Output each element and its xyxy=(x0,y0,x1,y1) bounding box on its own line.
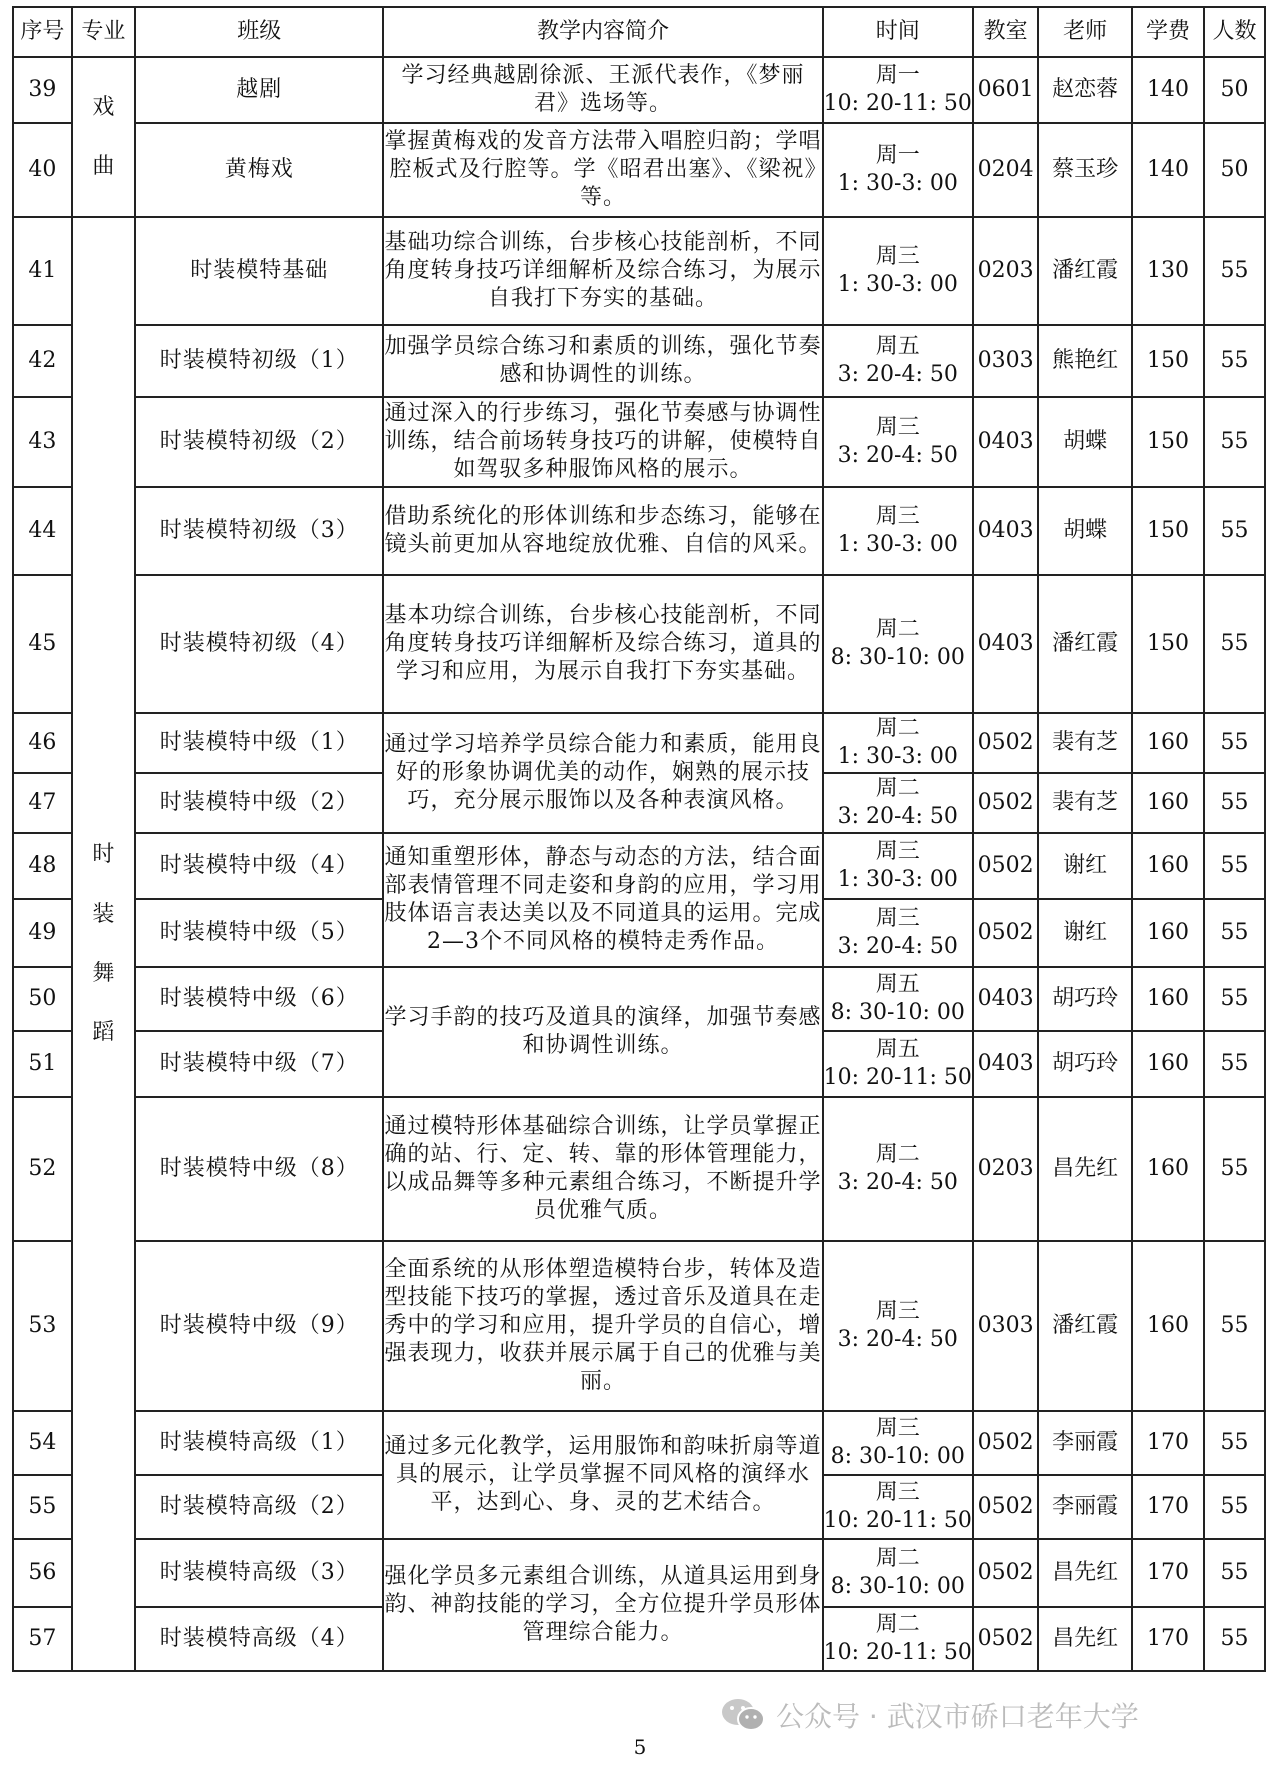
row-teacher: 裴有芝 xyxy=(1038,713,1132,773)
row-time xyxy=(823,123,973,217)
watermark xyxy=(720,1693,1139,1737)
row-day: 周二 xyxy=(875,1141,920,1167)
row-no: 53 xyxy=(13,1241,72,1411)
row-no: 47 xyxy=(13,773,72,833)
row-count: 55 xyxy=(1204,1411,1265,1475)
row-day: 周三 xyxy=(875,838,920,864)
row-day: 周二 xyxy=(875,616,920,642)
row-count: 55 xyxy=(1204,713,1265,773)
row-time xyxy=(823,1241,973,1411)
row-teacher: 潘红霞 xyxy=(1038,1241,1132,1411)
row-teacher: 熊艳红 xyxy=(1038,325,1132,397)
major-opera xyxy=(72,57,135,217)
row-fee: 160 xyxy=(1132,899,1204,967)
row-class: 时装模特高级（3） xyxy=(135,1539,383,1607)
row-teacher: 潘红霞 xyxy=(1038,575,1132,713)
row-no: 39 xyxy=(13,57,72,123)
row-time xyxy=(823,773,973,833)
row-count: 55 xyxy=(1204,487,1265,575)
row-hours: 8: 30-10: 00 xyxy=(830,1574,965,1599)
row-room: 0502 xyxy=(973,833,1038,899)
header-row xyxy=(13,7,1265,57)
header-no: 序号 xyxy=(13,7,72,57)
header-time: 时间 xyxy=(823,7,973,57)
row-count: 55 xyxy=(1204,217,1265,325)
row-no: 45 xyxy=(13,575,72,713)
row-time xyxy=(823,325,973,397)
major-char: 戏 xyxy=(92,94,115,120)
row-no: 42 xyxy=(13,325,72,397)
row-no: 55 xyxy=(13,1475,72,1539)
row-room: 0502 xyxy=(973,1607,1038,1671)
header-class: 班级 xyxy=(135,7,383,57)
row-no: 57 xyxy=(13,1607,72,1671)
row-fee: 160 xyxy=(1132,1031,1204,1097)
row-class: 时装模特基础 xyxy=(135,217,383,325)
row-day: 周三 xyxy=(875,905,920,931)
row-intro: 全面系统的从形体塑造模特台步，转体及造型技能下技巧的掌握，透过音乐及道具在走秀中的学习和应用，提升学员的自信心，增强表现力，收获并展示属于自己的优雅与美丽。 xyxy=(383,1241,822,1411)
major-char: 蹈 xyxy=(92,1020,115,1046)
row-fee: 150 xyxy=(1132,575,1204,713)
row-count: 55 xyxy=(1204,397,1265,487)
header-count: 人数 xyxy=(1204,7,1265,57)
row-count: 50 xyxy=(1204,57,1265,123)
header-room: 教室 xyxy=(973,7,1038,57)
row-count: 55 xyxy=(1204,967,1265,1031)
table-row xyxy=(13,487,1265,575)
row-no: 41 xyxy=(13,217,72,325)
table-row xyxy=(13,123,1265,217)
row-room: 0502 xyxy=(973,713,1038,773)
row-teacher: 蔡玉珍 xyxy=(1038,123,1132,217)
major-char: 时 xyxy=(92,842,115,868)
table-row xyxy=(13,1241,1265,1411)
row-teacher: 谢红 xyxy=(1038,833,1132,899)
row-day: 周三 xyxy=(875,1298,920,1324)
row-class: 黄梅戏 xyxy=(135,123,383,217)
row-hours: 1: 30-3: 00 xyxy=(837,744,958,769)
row-class: 时装模特中级（1） xyxy=(135,713,383,773)
row-count: 55 xyxy=(1204,1031,1265,1097)
row-fee: 150 xyxy=(1132,397,1204,487)
row-intro: 借助系统化的形体训练和步态练习，能够在镜头前更加从容地绽放优雅、自信的风采。 xyxy=(383,487,822,575)
row-hours: 3: 20-4: 50 xyxy=(837,804,958,829)
row-time xyxy=(823,967,973,1031)
row-room: 0303 xyxy=(973,325,1038,397)
row-fee: 160 xyxy=(1132,713,1204,773)
row-fee: 170 xyxy=(1132,1475,1204,1539)
table-row xyxy=(13,397,1265,487)
major-char: 曲 xyxy=(92,154,115,179)
row-fee: 160 xyxy=(1132,1097,1204,1241)
row-fee: 140 xyxy=(1132,57,1204,123)
row-count: 55 xyxy=(1204,833,1265,899)
row-time xyxy=(823,1031,973,1097)
row-no: 48 xyxy=(13,833,72,899)
page-number: 5 xyxy=(633,1735,647,1759)
table-row xyxy=(13,1539,1265,1607)
row-teacher: 昌先红 xyxy=(1038,1539,1132,1607)
row-no: 56 xyxy=(13,1539,72,1607)
row-teacher: 谢红 xyxy=(1038,899,1132,967)
row-class: 时装模特中级（2） xyxy=(135,773,383,833)
header-teacher: 老师 xyxy=(1038,7,1132,57)
row-class: 时装模特初级（3） xyxy=(135,487,383,575)
row-hours: 1: 30-3: 00 xyxy=(837,272,958,297)
row-class: 时装模特中级（5） xyxy=(135,899,383,967)
major-modeling xyxy=(72,217,135,1671)
row-teacher: 昌先红 xyxy=(1038,1607,1132,1671)
row-intro: 通过多元化教学，运用服饰和韵味折扇等道具的展示，让学员掌握不同风格的演绎水平，达到心、身、灵的艺术结合。 xyxy=(383,1411,822,1539)
row-day: 周一 xyxy=(875,62,920,88)
row-teacher: 昌先红 xyxy=(1038,1097,1132,1241)
row-count: 55 xyxy=(1204,1241,1265,1411)
header-intro: 教学内容简介 xyxy=(383,7,822,57)
row-no: 50 xyxy=(13,967,72,1031)
row-time xyxy=(823,713,973,773)
header-fee: 学费 xyxy=(1132,7,1204,57)
major-char: 舞 xyxy=(92,961,115,986)
table-row xyxy=(13,217,1265,325)
row-day: 周二 xyxy=(875,1545,920,1571)
row-hours: 1: 30-3: 00 xyxy=(837,532,958,557)
row-time xyxy=(823,1607,973,1671)
row-fee: 150 xyxy=(1132,487,1204,575)
row-class: 时装模特中级（4） xyxy=(135,833,383,899)
row-count: 55 xyxy=(1204,325,1265,397)
row-day: 周二 xyxy=(875,1611,920,1637)
row-room: 0502 xyxy=(973,1475,1038,1539)
row-room: 0403 xyxy=(973,1031,1038,1097)
row-teacher: 胡巧玲 xyxy=(1038,967,1132,1031)
row-time xyxy=(823,1539,973,1607)
row-day: 周一 xyxy=(875,142,920,168)
row-intro: 基础功综合训练，台步核心技能剖析，不同角度转身技巧详细解析及综合练习，为展示自我打下夯实的基础。 xyxy=(383,217,822,325)
row-class: 时装模特高级（4） xyxy=(135,1607,383,1671)
row-room: 0403 xyxy=(973,575,1038,713)
row-hours: 3: 20-4: 50 xyxy=(837,1170,958,1195)
row-teacher: 胡蝶 xyxy=(1038,397,1132,487)
row-count: 55 xyxy=(1204,1097,1265,1241)
row-hours: 10: 20-11: 50 xyxy=(823,1640,972,1665)
row-day: 周三 xyxy=(875,1415,920,1441)
row-class: 越剧 xyxy=(135,57,383,123)
row-teacher: 李丽霞 xyxy=(1038,1475,1132,1539)
table-row xyxy=(13,713,1265,773)
row-hours: 1: 30-3: 00 xyxy=(837,867,958,892)
row-fee: 170 xyxy=(1132,1539,1204,1607)
row-fee: 170 xyxy=(1132,1607,1204,1671)
row-teacher: 赵恋蓉 xyxy=(1038,57,1132,123)
row-hours: 1: 30-3: 00 xyxy=(837,171,958,196)
row-intro: 加强学员综合练习和素质的训练，强化节奏感和协调性的训练。 xyxy=(383,325,822,397)
row-day: 周二 xyxy=(875,775,920,801)
table-row xyxy=(13,325,1265,397)
major-char: 装 xyxy=(92,901,115,927)
row-hours: 3: 20-4: 50 xyxy=(837,443,958,468)
row-no: 52 xyxy=(13,1097,72,1241)
row-class: 时装模特中级（9） xyxy=(135,1241,383,1411)
row-hours: 3: 20-4: 50 xyxy=(837,934,958,959)
table-row xyxy=(13,833,1265,899)
table-row xyxy=(13,57,1265,123)
row-time xyxy=(823,1411,973,1475)
row-room: 0502 xyxy=(973,1539,1038,1607)
table-row xyxy=(13,575,1265,713)
row-room: 0403 xyxy=(973,487,1038,575)
row-count: 55 xyxy=(1204,1539,1265,1607)
row-count: 55 xyxy=(1204,1607,1265,1671)
row-fee: 140 xyxy=(1132,123,1204,217)
row-no: 43 xyxy=(13,397,72,487)
row-class: 时装模特中级（6） xyxy=(135,967,383,1031)
row-intro: 学习手韵的技巧及道具的演绎，加强节奏感和协调性训练。 xyxy=(383,967,822,1097)
row-room: 0203 xyxy=(973,1097,1038,1241)
row-count: 55 xyxy=(1204,575,1265,713)
row-no: 54 xyxy=(13,1411,72,1475)
row-time xyxy=(823,1475,973,1539)
row-class: 时装模特初级（2） xyxy=(135,397,383,487)
row-no: 44 xyxy=(13,487,72,575)
row-room: 0204 xyxy=(973,123,1038,217)
row-time xyxy=(823,899,973,967)
row-time xyxy=(823,833,973,899)
row-fee: 170 xyxy=(1132,1411,1204,1475)
row-intro: 基本功综合训练，台步核心技能剖析，不同角度转身技巧详细解析及综合练习，道具的学习和应用，为展示自我打下夯实基础。 xyxy=(383,575,822,713)
row-count: 55 xyxy=(1204,899,1265,967)
row-teacher: 裴有芝 xyxy=(1038,773,1132,833)
row-intro: 通知重塑形体，静态与动态的方法，结合面部表情管理不同走姿和身韵的应用，学习用肢体语言表达美以及不同道具的运用。完成2—3个不同风格的模特走秀作品。 xyxy=(383,833,822,967)
row-room: 0601 xyxy=(973,57,1038,123)
row-time xyxy=(823,397,973,487)
row-hours: 10: 20-11: 50 xyxy=(823,1065,972,1090)
row-day: 周二 xyxy=(875,715,920,741)
row-fee: 160 xyxy=(1132,833,1204,899)
row-hours: 10: 20-11: 50 xyxy=(823,91,972,116)
row-no: 51 xyxy=(13,1031,72,1097)
table-row xyxy=(13,1411,1265,1475)
row-time xyxy=(823,487,973,575)
row-class: 时装模特中级（8） xyxy=(135,1097,383,1241)
row-class: 时装模特高级（2） xyxy=(135,1475,383,1539)
row-count: 55 xyxy=(1204,1475,1265,1539)
row-room: 0303 xyxy=(973,1241,1038,1411)
row-time xyxy=(823,217,973,325)
header-major: 专业 xyxy=(72,7,135,57)
row-room: 0403 xyxy=(973,967,1038,1031)
row-time xyxy=(823,1097,973,1241)
row-hours: 10: 20-11: 50 xyxy=(823,1508,972,1533)
row-count: 50 xyxy=(1204,123,1265,217)
row-no: 46 xyxy=(13,713,72,773)
row-class: 时装模特高级（1） xyxy=(135,1411,383,1475)
row-intro: 掌握黄梅戏的发音方法带入唱腔归韵；学唱腔板式及行腔等。学《昭君出塞》、《梁祝》等。 xyxy=(383,123,822,217)
row-fee: 160 xyxy=(1132,967,1204,1031)
row-day: 周三 xyxy=(875,1479,920,1505)
row-day: 周五 xyxy=(875,333,920,359)
row-day: 周三 xyxy=(875,243,920,269)
row-day: 周五 xyxy=(875,971,920,997)
row-teacher: 胡巧玲 xyxy=(1038,1031,1132,1097)
wechat-icon xyxy=(720,1696,766,1734)
row-fee: 160 xyxy=(1132,1241,1204,1411)
row-teacher: 李丽霞 xyxy=(1038,1411,1132,1475)
row-no: 49 xyxy=(13,899,72,967)
row-class: 时装模特初级（1） xyxy=(135,325,383,397)
row-room: 0502 xyxy=(973,899,1038,967)
row-hours: 3: 20-4: 50 xyxy=(837,362,958,387)
row-hours: 3: 20-4: 50 xyxy=(837,1327,958,1352)
course-table xyxy=(12,6,1266,1672)
row-fee: 130 xyxy=(1132,217,1204,325)
row-time xyxy=(823,57,973,123)
table-row xyxy=(13,1097,1265,1241)
table-row xyxy=(13,967,1265,1031)
row-day: 周三 xyxy=(875,414,920,440)
row-room: 0203 xyxy=(973,217,1038,325)
row-class: 时装模特中级（7） xyxy=(135,1031,383,1097)
row-time xyxy=(823,575,973,713)
row-room: 0502 xyxy=(973,1411,1038,1475)
row-intro: 通过学习培养学员综合能力和素质，能用良好的形象协调优美的动作，娴熟的展示技巧，充分展示服饰以及各种表演风格。 xyxy=(383,713,822,833)
row-intro: 通过模特形体基础综合训练，让学员掌握正确的站、行、定、转、靠的形体管理能力，以成品舞等多种元素组合练习，不断提升学员优雅气质。 xyxy=(383,1097,822,1241)
row-intro: 学习经典越剧徐派、王派代表作，《梦丽君》选场等。 xyxy=(383,57,822,123)
row-hours: 8: 30-10: 00 xyxy=(830,1000,965,1025)
row-teacher: 潘红霞 xyxy=(1038,217,1132,325)
row-room: 0403 xyxy=(973,397,1038,487)
row-intro: 通过深入的行步练习，强化节奏感与协调性训练，结合前场转身技巧的讲解，使模特自如驾驭多种服饰风格的展示。 xyxy=(383,397,822,487)
row-class: 时装模特初级（4） xyxy=(135,575,383,713)
watermark-text: 公众号 · 武汉市硚口老年大学 xyxy=(776,1700,1139,1733)
row-fee: 160 xyxy=(1132,773,1204,833)
row-day: 周三 xyxy=(875,503,920,529)
row-no: 40 xyxy=(13,123,72,217)
row-fee: 150 xyxy=(1132,325,1204,397)
row-hours: 8: 30-10: 00 xyxy=(830,1444,965,1469)
row-day: 周五 xyxy=(875,1036,920,1062)
row-count: 55 xyxy=(1204,773,1265,833)
row-intro: 强化学员多元素组合训练，从道具运用到身韵、神韵技能的学习，全方位提升学员形体管理综合能力。 xyxy=(383,1539,822,1671)
row-room: 0502 xyxy=(973,773,1038,833)
row-teacher: 胡蝶 xyxy=(1038,487,1132,575)
row-hours: 8: 30-10: 00 xyxy=(830,645,965,670)
